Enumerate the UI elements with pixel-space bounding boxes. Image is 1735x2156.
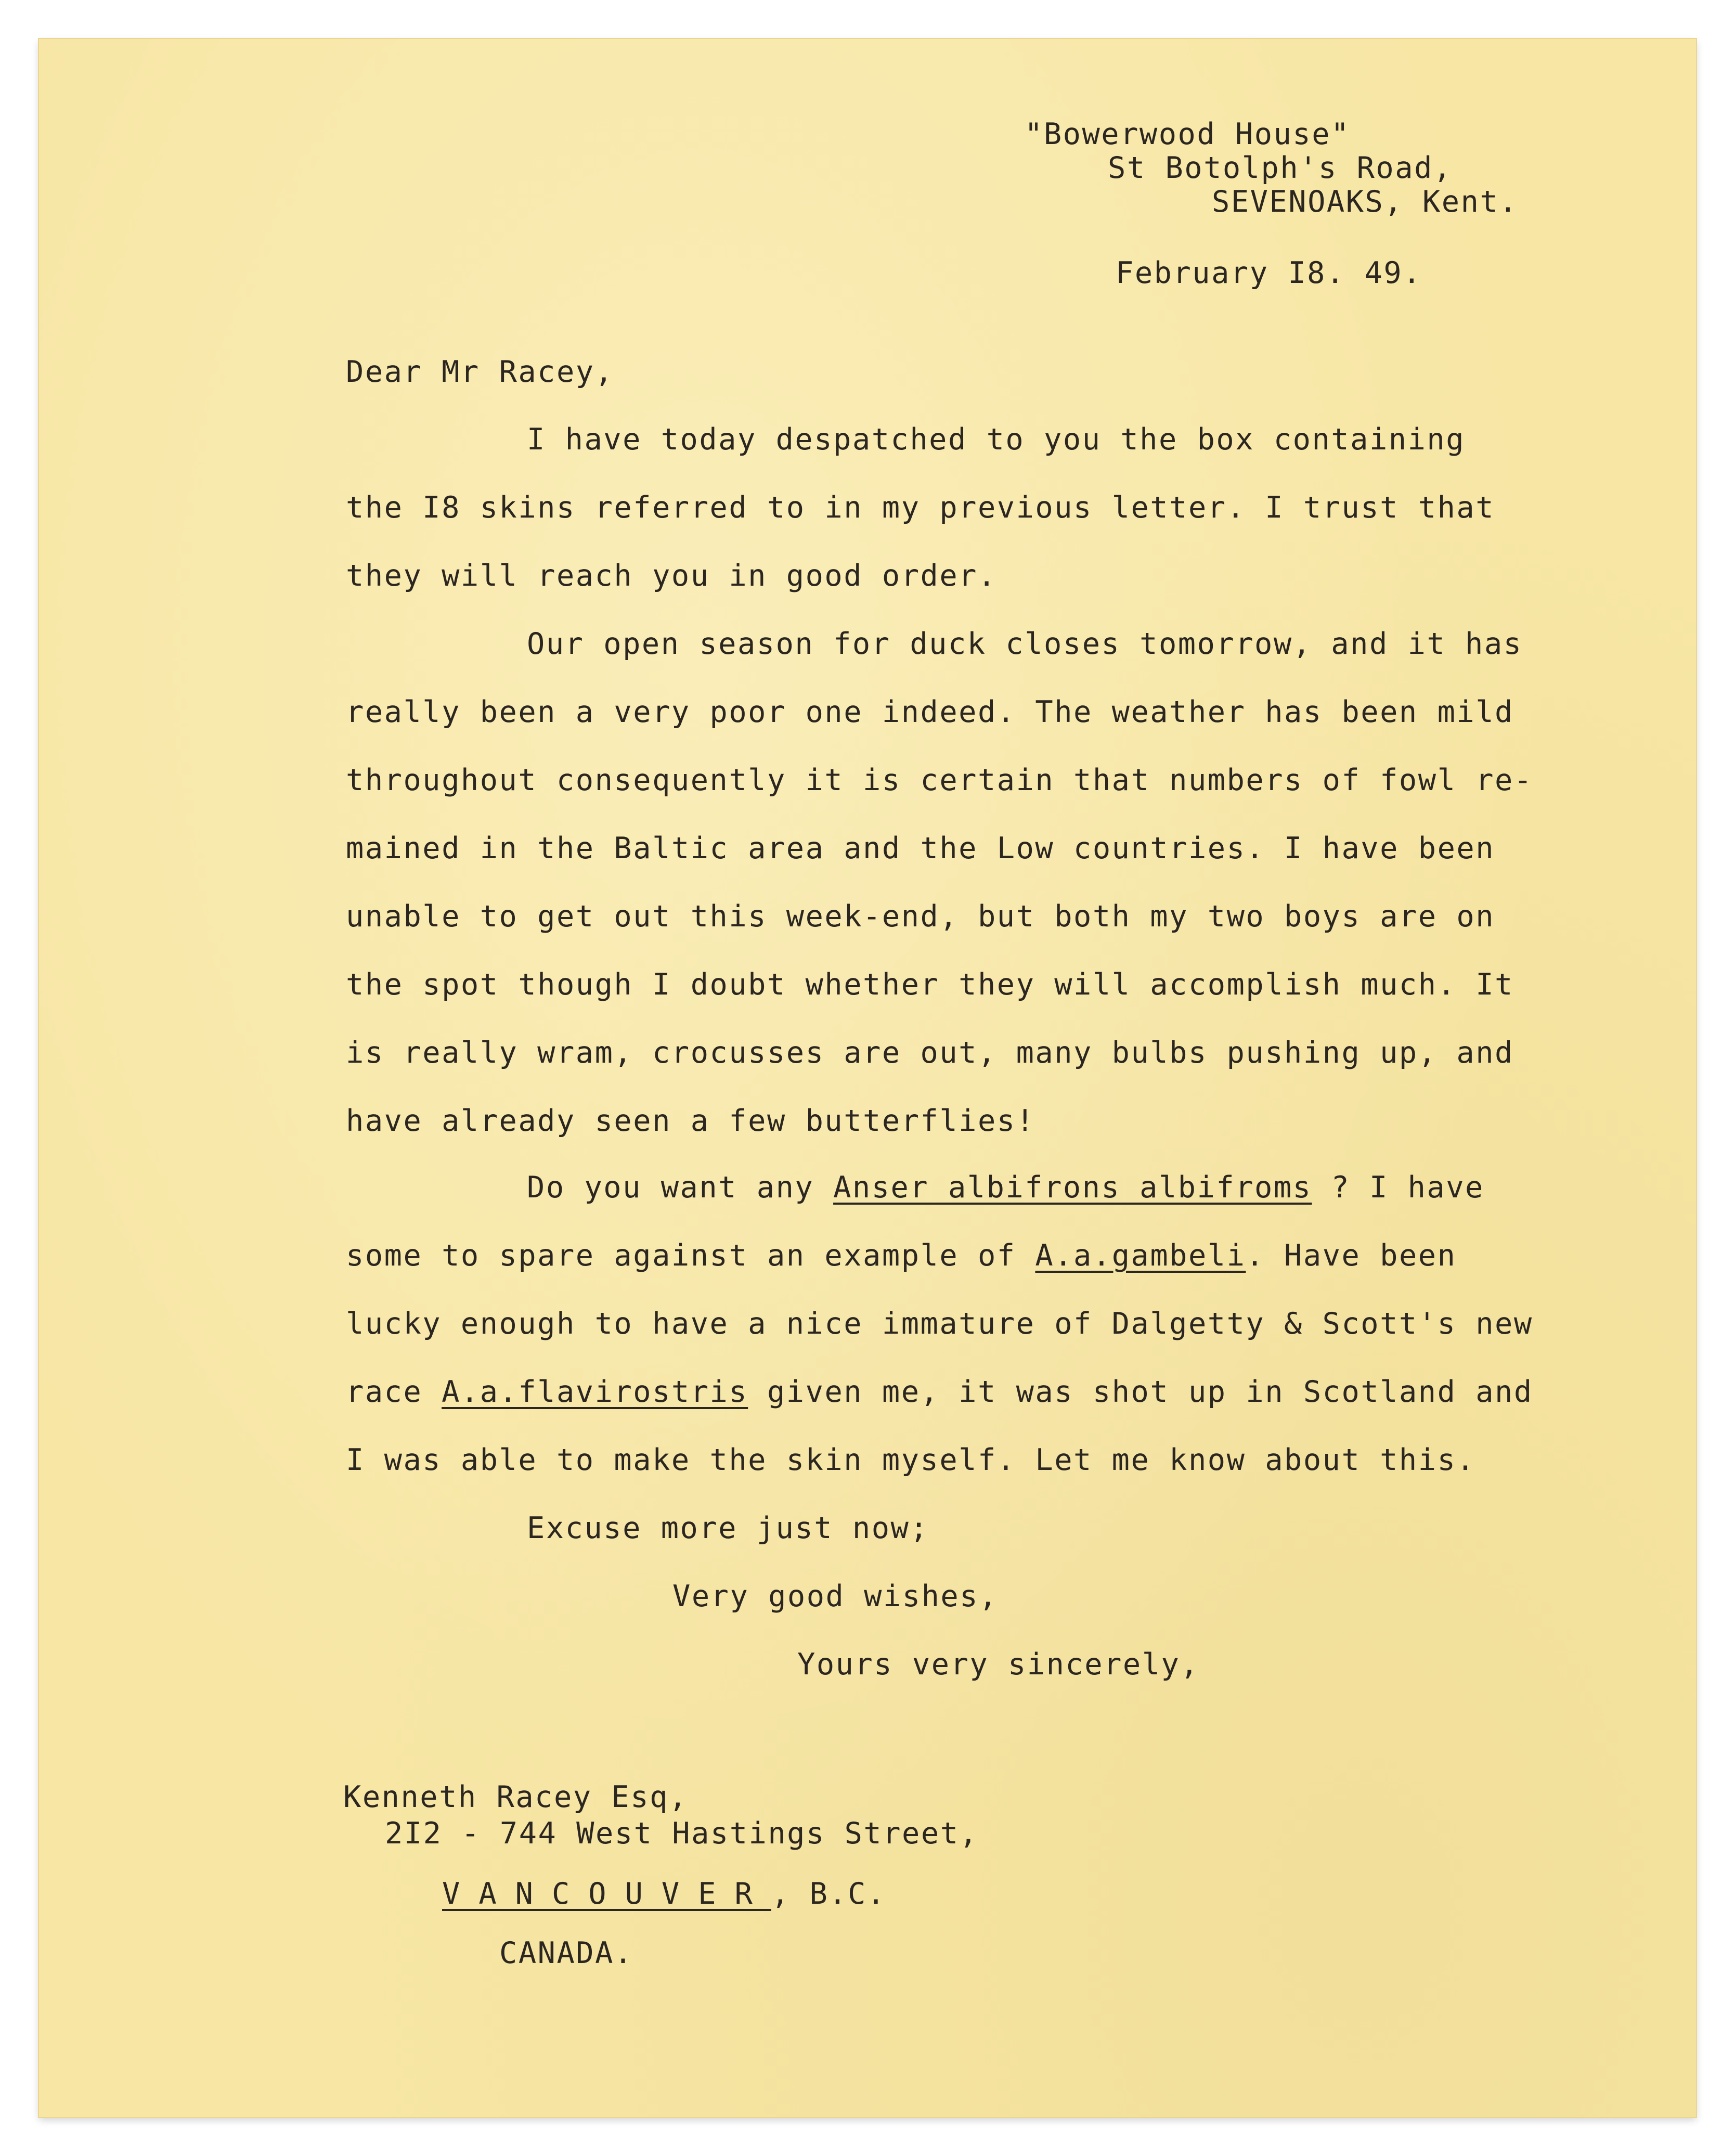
paragraph-1-line-3: they will reach you in good order. xyxy=(346,559,997,593)
paragraph-3-line-5: I was able to make the skin myself. Let me know about this. xyxy=(346,1443,1476,1477)
salutation: Dear Mr Racey, xyxy=(346,355,614,389)
paragraph-3-line-2 xyxy=(346,1238,1457,1273)
letter-date: February I8. 49. xyxy=(1116,256,1422,290)
text-span: . Have been xyxy=(1246,1238,1457,1273)
closing-line-1: Excuse more just now; xyxy=(527,1511,929,1545)
paragraph-2-line-7: is really wram, crocusses are out, many bulbs pushing up, and xyxy=(346,1036,1514,1070)
text-span: race xyxy=(346,1375,442,1409)
text-span: ? I have xyxy=(1312,1170,1484,1205)
paragraph-1-line-1: I have today despatched to you the box containing xyxy=(527,422,1466,457)
paragraph-3-line-1 xyxy=(527,1170,1484,1205)
paragraph-2-line-5: unable to get out this week-end, but both my two boys are on xyxy=(346,899,1495,934)
paragraph-2-line-2: really been a very poor one indeed. The weather has been mild xyxy=(346,695,1514,729)
paragraph-3-line-3: lucky enough to have a nice immature of Dalgetty & Scott's new xyxy=(346,1307,1533,1341)
text-span: some to spare against an example of xyxy=(346,1238,1035,1273)
paragraph-1-line-2: the I8 skins referred to in my previous letter. I trust that xyxy=(346,490,1495,525)
recipient-city-line xyxy=(442,1879,886,1909)
text-span: Do you want any xyxy=(527,1170,834,1205)
species-name-underlined: A.a.flavirostris xyxy=(442,1375,748,1409)
sender-address-line-2: St Botolph's Road, xyxy=(1108,151,1453,185)
recipient-name: Kenneth Racey Esq, xyxy=(343,1780,688,1814)
closing-line-3: Yours very sincerely, xyxy=(797,1647,1200,1682)
species-name-underlined: A.a.gambeli xyxy=(1035,1238,1246,1273)
paragraph-3-line-4 xyxy=(346,1377,1533,1407)
letter-page xyxy=(39,39,1696,2117)
sender-address-line-3: SEVENOAKS, Kent. xyxy=(1212,185,1519,219)
species-name-underlined: Anser albifrons albifroms xyxy=(833,1170,1312,1205)
paragraph-2-line-8: have already seen a few butterflies! xyxy=(346,1104,1035,1138)
paragraph-2-line-3: throughout consequently it is certain that numbers of fowl re- xyxy=(346,763,1533,797)
closing-line-2: Very good wishes, xyxy=(672,1579,998,1613)
recipient-street: 2I2 - 744 West Hastings Street, xyxy=(385,1816,979,1851)
recipient-city: VANCOUVER xyxy=(442,1877,771,1911)
paragraph-2-line-1: Our open season for duck closes tomorrow, and it has xyxy=(527,627,1523,661)
text-span: given me, it was shot up in Scotland and xyxy=(748,1375,1533,1409)
recipient-province: , B.C. xyxy=(771,1877,886,1911)
paragraph-2-line-6: the spot though I doubt whether they will accomplish much. It xyxy=(346,967,1514,1002)
paragraph-2-line-4: mained in the Baltic area and the Low countries. I have been xyxy=(346,831,1495,866)
recipient-country: CANADA. xyxy=(499,1936,633,1970)
sender-address-line-1: "Bowerwood House" xyxy=(1025,117,1350,151)
